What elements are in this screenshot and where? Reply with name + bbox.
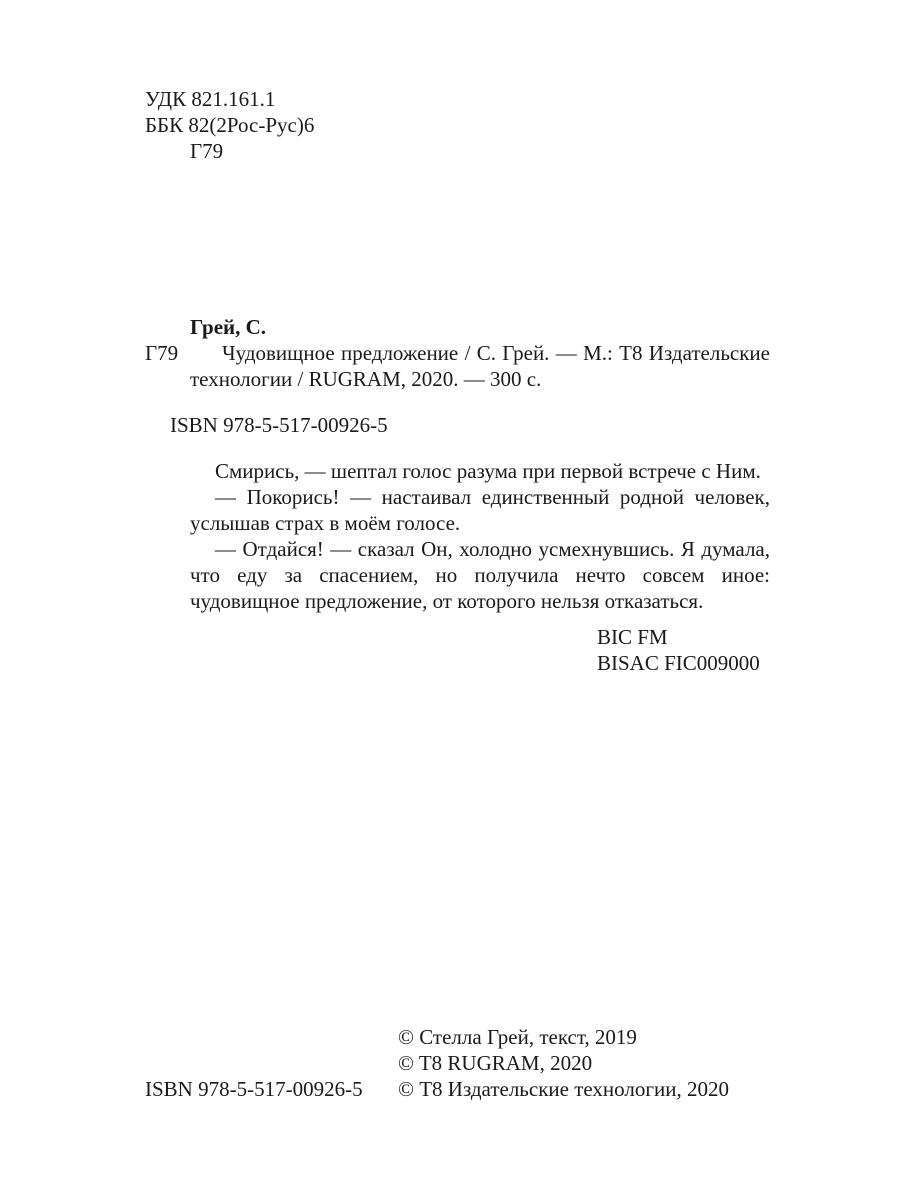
copyright-publisher: © Т8 Издательские технологии, 2020 <box>398 1077 729 1101</box>
annotation-paragraph: — Отдайся! — сказал Он, холодно усмехнувшись. Я думала, что еду за спасением, но получила нечто совсем иное: чудовищное предложение, от которого нельзя отказаться. <box>190 537 770 613</box>
annotation-paragraph: Смирись, — шептал голос разума при первой встрече с Ним. <box>215 459 761 483</box>
annotation-paragraph: — Покорись! — настаивал единственный родной человек, услышав страх в моём голосе. <box>190 485 770 535</box>
annotation <box>190 458 770 614</box>
footer-isbn: ISBN 978-5-517-00926-5 <box>145 1077 363 1101</box>
copyright-rugram: © T8 RUGRAM, 2020 <box>398 1051 593 1075</box>
catalog-author: Грей, С. <box>190 315 267 339</box>
author-mark: Г79 <box>190 139 224 163</box>
catalog-isbn: ISBN 978-5-517-00926-5 <box>170 413 388 437</box>
bic-code: BIC FM <box>597 625 668 649</box>
catalog-publisher-line: технологии / RUGRAM, 2020. — 300 с. <box>190 367 542 391</box>
bbk-code: ББК 82(2Рос-Рус)6 <box>145 113 315 137</box>
catalog-title-line: Чудовищное предложение / С. Грей. — М.: Т8 Издательские <box>222 341 770 365</box>
catalog-author-mark: Г79 <box>145 341 179 365</box>
udk-code: УДК 821.161.1 <box>145 87 276 111</box>
copyright-author: © Стелла Грей, текст, 2019 <box>398 1025 637 1049</box>
bisac-code: BISAC FIC009000 <box>597 651 760 675</box>
